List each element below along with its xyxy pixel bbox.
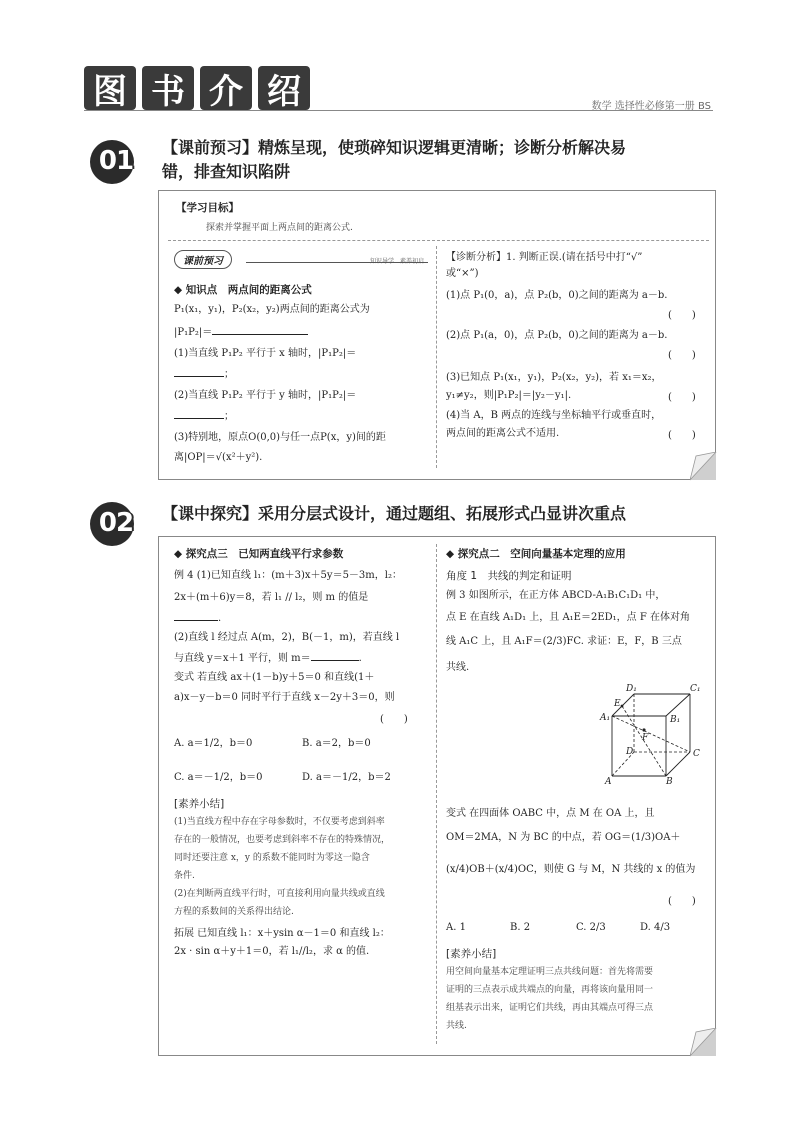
diagnosis-item-2: (2)点 P₁(a，0)，点 P₂(b，0)之间的距离为 a－b. <box>446 330 668 341</box>
summary-left-3: 同时还要注意 x，y 的系数不能同时为零这一隐含 <box>174 853 370 863</box>
kp-line-1: P₁(x₁，y₁)，P₂(x₂，y₂)两点间的距离公式为 <box>174 304 370 315</box>
option-d[interactable]: D. a＝－1/2，b＝2 <box>302 772 391 783</box>
logo-char-2: 书 <box>142 66 194 110</box>
page-fold-corner <box>690 452 718 482</box>
cube-label-B: B <box>666 777 673 784</box>
diagnosis-item-1: (1)点 P₁(0，a)，点 P₂(b，0)之间的距离为 a－b. <box>446 290 668 301</box>
column-divider <box>436 246 437 468</box>
option-r-d[interactable]: D. 4/3 <box>640 922 671 933</box>
summary-left-1: (1)当直线方程中存在字母参数时，不仅要考虑到斜率 <box>174 817 385 827</box>
section-title-01-line2: 错，排查知识陷阱 <box>162 162 291 181</box>
diagnosis-title-2: 或“×”) <box>446 268 479 279</box>
preview-pill: 课前预习 <box>174 250 232 269</box>
section-title-02: 【课中探究】采用分层式设计，通过题组、拓展形式凸显讲次重点 <box>162 504 627 523</box>
option-a[interactable]: A. a＝1/2，b＝0 <box>174 738 253 749</box>
answer-paren[interactable]: ( ) <box>668 430 696 441</box>
example-4-line-5: 与直线 y＝x＋1 平行，则 m＝ . <box>174 650 362 667</box>
cube-label-D1: D₁ <box>626 684 637 694</box>
summary-left-5: (2)在判断两直线平行时，可直接利用向量共线或直线 <box>174 889 385 899</box>
kp-line-3: (1)当直线 P₁P₂ 平行于 x 轴时，|P₁P₂|＝ <box>174 348 357 359</box>
kp-line-5: (2)当直线 P₁P₂ 平行于 y 轴时，|P₁P₂|＝ <box>174 390 357 401</box>
pill-tag: 知识导学 素养初启 <box>370 258 425 265</box>
angle-1-label: 角度 1 共线的判定和证明 <box>446 570 572 582</box>
variant-r-line-1: 变式 在四面体 OABC 中，点 M 在 OA 上，且 <box>446 808 655 819</box>
cube-label-C: C <box>693 749 700 759</box>
cube-diagram <box>598 680 710 784</box>
kp-line-4: ； <box>174 366 234 383</box>
column-divider-2 <box>436 544 437 1044</box>
example-4-line-3: . <box>174 610 221 627</box>
answer-blank[interactable] <box>174 366 224 377</box>
section-badge-01: 01 <box>86 140 146 184</box>
example-3-line-1: 例 3 如图所示，在正方体 ABCD-A₁B₁C₁D₁ 中， <box>446 590 666 601</box>
kp-line-8: 离|OP|＝√(x²＋y²). <box>174 452 263 463</box>
summary-left-2: 存在的一般情况，也要考虑到斜率不存在的特殊情况， <box>174 835 391 845</box>
kp-line-6: ； <box>174 408 234 425</box>
summary-left-4: 条件. <box>174 871 195 881</box>
cube-label-C1: C₁ <box>690 684 701 694</box>
answer-paren[interactable]: ( ) <box>668 350 696 361</box>
cube-label-A: A <box>605 777 612 784</box>
section-badge-02: 02 <box>86 502 146 546</box>
summary-right-3: 组基表示出来，证明它们共线，再由其端点可得三点 <box>446 1003 654 1013</box>
example-3-line-3: 线 A₁C 上，且 A₁F＝(2/3)FC. 求证：E，F，B 三点 <box>446 636 682 647</box>
section-title-01-line1: 【课前预习】精炼呈现，使琐碎知识逻辑更清晰；诊断分析解决易 <box>162 138 627 157</box>
diagnosis-item-3: (3)已知点 P₁(x₁，y₁)，P₂(x₂，y₂)，若 x₁＝x₂， <box>446 372 662 383</box>
knowledge-point-title: ◆ 知识点 两点间的距离公式 <box>174 284 312 296</box>
goal-divider <box>168 240 709 241</box>
cube-label-D: D <box>626 747 634 757</box>
option-b[interactable]: B. a＝2，b＝0 <box>302 738 371 749</box>
header-logo <box>84 66 310 110</box>
option-c[interactable]: C. a＝－1/2，b＝0 <box>174 772 263 783</box>
example-3-line-2: 点 E 在直线 A₁D₁ 上，且 A₁E＝2ED₁，点 F 在体对角 <box>446 612 690 623</box>
learning-goal-text: 探索并掌握平面上两点间的距离公式. <box>206 223 353 233</box>
kp-line-2: |P₁P₂|＝ <box>174 324 308 341</box>
kp-line-7: (3)特别地，原点O(0,0)与任一点P(x，y)间的距 <box>174 432 386 443</box>
summary-right-2: 证明的三点表示成共端点的向量，再将该向量用同一 <box>446 985 654 995</box>
example-3-line-4: 共线. <box>446 662 470 673</box>
diagnosis-title: 【诊断分析】1. 判断正误.(请在括号中打“√” <box>446 252 643 263</box>
diagnosis-item-4b: 两点间的距离公式不适用. <box>446 428 560 439</box>
option-r-c[interactable]: C. 2/3 <box>576 922 606 933</box>
book-subtitle: 数学 选择性必修第一册 BS <box>591 101 711 112</box>
example-4-line-2: 2x＋(m＋6)y＝8，若 l₁ // l₂，则 m 的值是 <box>174 592 369 603</box>
diagnosis-item-4: (4)当 A，B 两点的连线与坐标轴平行或垂直时， <box>446 410 662 421</box>
header-divider <box>84 110 713 111</box>
variant-line-2: a)x－y－b＝0 同时平行于直线 x－2y＋3＝0，则 <box>174 692 395 703</box>
answer-paren[interactable]: ( ) <box>380 714 408 725</box>
answer-paren[interactable]: ( ) <box>668 896 696 907</box>
diagnosis-item-3b: y₁≠y₂，则|P₁P₂|＝|y₂－y₁|. <box>446 390 572 401</box>
variant-r-line-2: OM＝2MA，N 为 BC 的中点，若 OG＝(1/3)OA＋ <box>446 832 681 843</box>
logo-char-1: 图 <box>84 66 136 110</box>
summary-label-right: [素养小结] <box>446 948 497 960</box>
summary-right-1: 用空间向量基本定理证明三点共线问题：首先将需要 <box>446 967 654 977</box>
example-4-line-4: (2)直线 l 经过点 A(m，2)，B(－1，m)，若直线 l <box>174 632 400 643</box>
answer-blank[interactable] <box>311 650 359 661</box>
page-fold-corner-2 <box>690 1028 718 1058</box>
logo-char-3: 介 <box>200 66 252 110</box>
option-r-b[interactable]: B. 2 <box>510 922 531 933</box>
answer-blank[interactable] <box>174 610 218 621</box>
example-4-line-1: 例 4 (1)已知直线 l₁：(m＋3)x＋5y＝5－3m，l₂： <box>174 570 402 581</box>
summary-label-left: [素养小结] <box>174 798 225 810</box>
answer-paren[interactable]: ( ) <box>668 392 696 403</box>
cube-label-E: E <box>614 699 621 709</box>
answer-paren[interactable]: ( ) <box>668 310 696 321</box>
variant-r-line-3: (x/4)OB＋(x/4)OC，则使 G 与 M，N 共线的 x 的值为 <box>446 864 696 875</box>
explore-point-3-title: ◆ 探究点三 已知两直线平行求参数 <box>174 548 344 560</box>
logo-char-4: 绍 <box>258 66 310 110</box>
variant-line-1: 变式 若直线 ax＋(1－b)y＋5＝0 和直线(1＋ <box>174 672 375 683</box>
learning-goal-label: 【学习目标】 <box>176 202 239 214</box>
answer-blank[interactable] <box>212 324 308 335</box>
cube-label-F: F <box>642 733 649 743</box>
extension-line-1: 拓展 已知直线 l₁：x＋ysin α－1＝0 和直线 l₂： <box>174 928 390 939</box>
option-r-a[interactable]: A. 1 <box>446 922 466 933</box>
answer-blank[interactable] <box>174 408 224 419</box>
summary-left-6: 方程的系数间的关系得出结论. <box>174 907 294 917</box>
extension-line-2: 2x · sin α＋y＋1＝0，若 l₁//l₂，求 α 的值. <box>174 946 370 957</box>
cube-label-B1: B₁ <box>670 715 681 725</box>
cube-label-A1: A₁ <box>600 713 611 723</box>
explore-point-2-title: ◆ 探究点二 空间向量基本定理的应用 <box>446 548 626 560</box>
summary-right-4: 共线. <box>446 1021 467 1031</box>
